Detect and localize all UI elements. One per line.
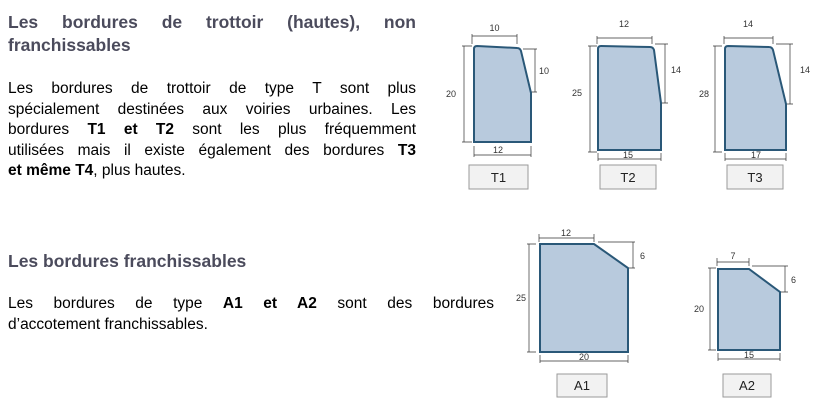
text: sont des bordures (316, 295, 494, 312)
text: sont les plus fréquemment (174, 121, 417, 138)
curb-shape-A1 (540, 244, 628, 352)
diagram-T3 (699, 19, 810, 189)
curb-shape-A2 (718, 269, 780, 350)
dim-height-T2: 25 (572, 88, 583, 98)
dim-top-T2: 12 (618, 19, 630, 29)
bold-text: A1 et A2 (222, 295, 317, 312)
dim-side-T3: 14 (800, 65, 811, 75)
curb-shape-T2 (598, 46, 661, 150)
section1-line1: Les bordures de trottoir de type T sont plus (8, 80, 416, 97)
diagram-A1 (516, 228, 645, 397)
dim-side-T1: 10 (539, 66, 550, 76)
dim-bottom-T1: 12 (492, 145, 504, 155)
label-T2: T2 (620, 170, 636, 185)
label-T3: T3 (747, 170, 763, 185)
bold-text: T3 (397, 141, 416, 159)
section2-line2: d’accotement franchissables. (8, 315, 208, 333)
section1-title-line1: Les bordures de trottoir (hautes), non (8, 12, 416, 32)
dim-height-A1: 25 (516, 293, 527, 303)
label-A2: A2 (739, 378, 755, 393)
diagram-T2 (572, 19, 681, 189)
text: , plus hautes. (93, 162, 186, 179)
bold-text: T1 et T2 (87, 121, 174, 138)
dim-height-A2: 20 (694, 304, 705, 314)
text: bordures (8, 121, 88, 138)
dim-top-T3: 14 (742, 19, 754, 29)
section2-title: Les bordures franchissables (8, 251, 247, 271)
dim-bottom-T3: 17 (750, 150, 762, 160)
text: utilisées mais il existe également des bordures (8, 141, 398, 159)
diagram-T1 (446, 23, 549, 189)
dim-bottom-A1: 20 (578, 352, 590, 362)
dim-top-T1: 10 (489, 23, 500, 33)
diagram-A2 (694, 251, 796, 397)
dim-top-A2: 7 (730, 251, 736, 261)
dim-top-A1: 12 (560, 228, 572, 238)
dim-side-A2: 6 (791, 275, 797, 285)
curb-shape-T1 (474, 46, 531, 142)
text: Les bordures de type (8, 295, 223, 312)
section1-line2: spécialement destinées aux voiries urbaines. Les (8, 100, 416, 118)
dim-bottom-A2: 15 (743, 350, 755, 360)
section1-title-line2: franchissables (8, 35, 131, 55)
bold-text: et même T4 (8, 162, 94, 179)
dim-height-T3: 28 (699, 89, 710, 99)
label-T1: T1 (490, 170, 507, 185)
curb-shape-T3 (725, 46, 786, 150)
label-A1: A1 (574, 378, 590, 393)
dim-side-A1: 6 (640, 251, 646, 261)
dim-bottom-T2: 15 (622, 150, 634, 160)
dim-side-T2: 14 (671, 65, 682, 75)
dim-height-T1: 20 (446, 89, 457, 99)
